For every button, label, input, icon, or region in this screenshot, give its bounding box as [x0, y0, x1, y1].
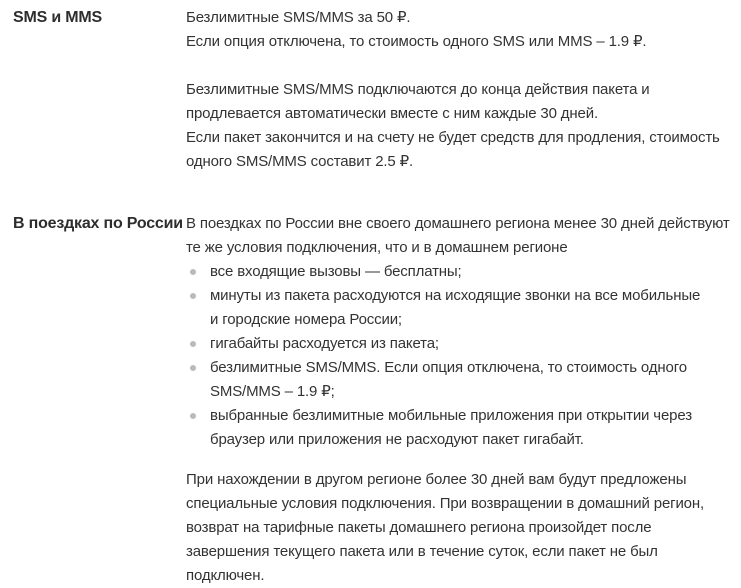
text-line: Безлимитные SMS/MMS подключаются до конца действия пакета и	[186, 81, 650, 98]
section-content	[186, 212, 738, 588]
bullet-dot-icon	[190, 341, 196, 347]
text-line: Безлимитные SMS/MMS за 50 ₽.	[186, 9, 411, 26]
text-line: одного SMS/MMS составит 2.5 ₽.	[186, 153, 414, 170]
bullet-dot-icon	[190, 269, 196, 275]
text-line: Если пакет закончится и на счету не будет средств для продления, стоимость	[186, 129, 720, 146]
text-line: завершения текущего пакета или в течение суток, если пакет не был	[186, 543, 658, 560]
paragraph	[186, 78, 738, 174]
list-item	[186, 356, 738, 404]
text-line: безлимитные SMS/MMS. Если опция отключена, то стоимость одного	[210, 359, 687, 376]
text-line: SMS/MMS – 1.9 ₽;	[210, 383, 335, 400]
section-label: SMS и MMS	[13, 9, 102, 26]
text-line: Если опция отключена, то стоимость одного SMS или MMS – 1.9 ₽.	[186, 33, 647, 50]
section-travel-russia	[13, 212, 741, 588]
list-item	[186, 260, 738, 284]
section-label: В поездках по России	[13, 215, 183, 232]
text-line: специальные условия подключения. При возвращении в домашний регион,	[186, 495, 705, 512]
list-item	[186, 332, 738, 356]
text-line: те же условия подключения, что и в домашнем регионе	[186, 239, 568, 256]
bullet-list	[186, 260, 738, 452]
text-line: гигабайты расходуется из пакета;	[210, 335, 439, 352]
list-item	[186, 404, 738, 452]
text-line: подключен.	[186, 567, 265, 584]
paragraph	[186, 6, 738, 54]
section-sms-mms	[13, 6, 741, 174]
paragraph	[186, 468, 738, 588]
text-line: минуты из пакета расходуются на исходящие звонки на все мобильные	[210, 287, 701, 304]
text-line: продлевается автоматически вместе с ним каждые 30 дней.	[186, 105, 598, 122]
list-item	[186, 284, 738, 332]
bullet-dot-icon	[190, 365, 196, 371]
section-content	[186, 6, 738, 174]
paragraph	[186, 212, 738, 260]
text-line: браузер или приложения не расходуют пакет гигабайт.	[210, 431, 584, 448]
bullet-dot-icon	[190, 293, 196, 299]
text-line: и городские номера России;	[210, 311, 402, 328]
text-line: При нахождении в другом регионе более 30 дней вам будут предложены	[186, 471, 687, 488]
text-line: все входящие вызовы — бесплатны;	[210, 263, 462, 280]
text-line: В поездках по России вне своего домашнего региона менее 30 дней действуют	[186, 215, 730, 232]
bullet-dot-icon	[190, 413, 196, 419]
text-line: выбранные безлимитные мобильные приложения при открытии через	[210, 407, 692, 424]
text-line: возврат на тарифные пакеты домашнего региона произойдет после	[186, 519, 652, 536]
